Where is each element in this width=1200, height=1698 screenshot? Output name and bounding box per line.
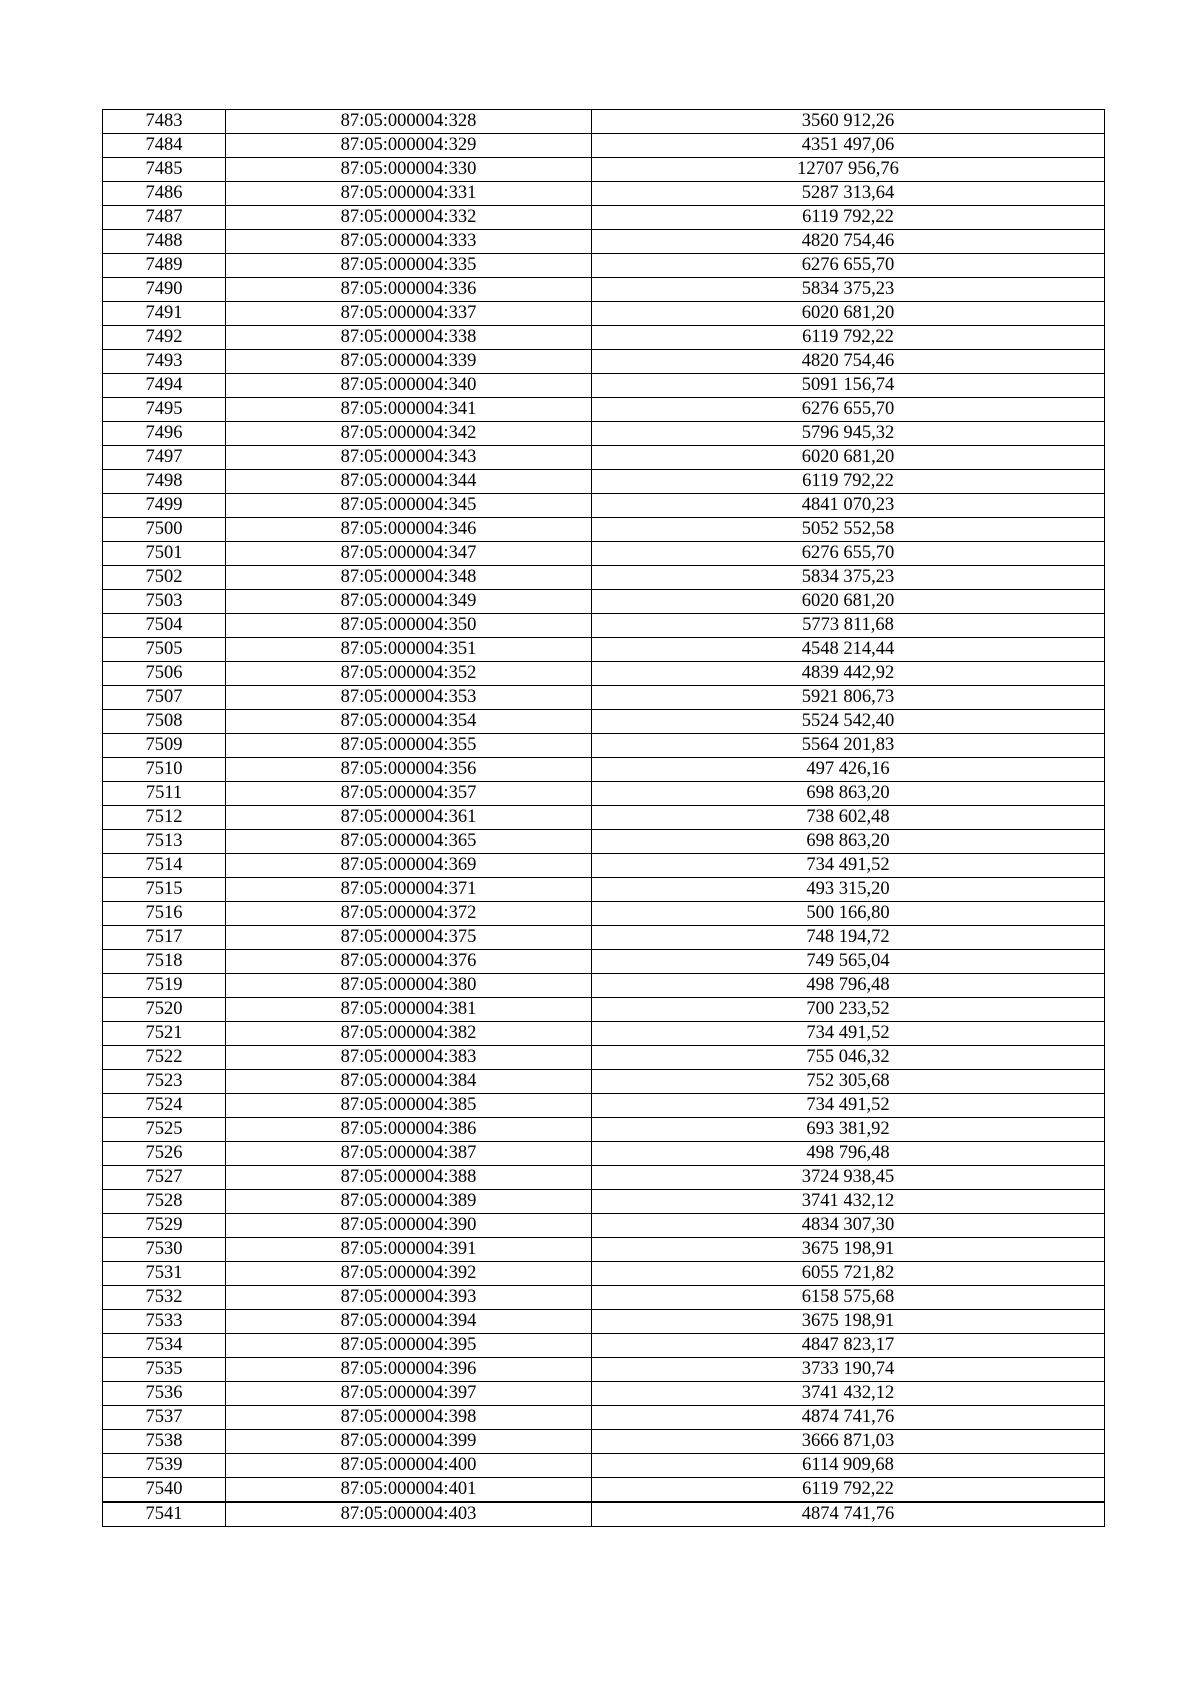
- cadastral-value-cell: 6119 792,22: [592, 326, 1105, 350]
- cadastral-number-cell: 87:05:000004:376: [226, 950, 592, 974]
- row-number-cell: 7499: [103, 494, 226, 518]
- cadastral-value-cell: 6276 655,70: [592, 254, 1105, 278]
- cadastral-value-cell: 738 602,48: [592, 806, 1105, 830]
- row-number-cell: 7490: [103, 278, 226, 302]
- cadastral-number-cell: 87:05:000004:341: [226, 398, 592, 422]
- cadastral-value-cell: 4874 741,76: [592, 1502, 1105, 1527]
- cadastral-number-cell: 87:05:000004:389: [226, 1190, 592, 1214]
- cadastral-number-cell: 87:05:000004:351: [226, 638, 592, 662]
- row-number-cell: 7523: [103, 1070, 226, 1094]
- cadastral-number-cell: 87:05:000004:393: [226, 1286, 592, 1310]
- cadastral-value-cell: 497 426,16: [592, 758, 1105, 782]
- table-row: [103, 1142, 1105, 1166]
- row-number-cell: 7536: [103, 1382, 226, 1406]
- row-number-cell: 7489: [103, 254, 226, 278]
- row-number-cell: 7493: [103, 350, 226, 374]
- row-number-cell: 7483: [103, 110, 226, 134]
- cadastral-number-cell: 87:05:000004:382: [226, 1022, 592, 1046]
- cadastral-number-cell: 87:05:000004:388: [226, 1166, 592, 1190]
- cadastral-value-cell: 748 194,72: [592, 926, 1105, 950]
- row-number-cell: 7525: [103, 1118, 226, 1142]
- row-number-cell: 7500: [103, 518, 226, 542]
- table-row: [103, 206, 1105, 230]
- row-number-cell: 7505: [103, 638, 226, 662]
- cadastral-number-cell: 87:05:000004:392: [226, 1262, 592, 1286]
- row-number-cell: 7488: [103, 230, 226, 254]
- row-number-cell: 7510: [103, 758, 226, 782]
- table-row: [103, 1070, 1105, 1094]
- row-number-cell: 7533: [103, 1310, 226, 1334]
- cadastral-value-cell: 6114 909,68: [592, 1454, 1105, 1478]
- row-number-cell: 7501: [103, 542, 226, 566]
- table-row: [103, 902, 1105, 926]
- row-number-cell: 7517: [103, 926, 226, 950]
- cadastral-number-cell: 87:05:000004:349: [226, 590, 592, 614]
- cadastral-value-cell: 6158 575,68: [592, 1286, 1105, 1310]
- table-row: [103, 1478, 1105, 1503]
- cadastral-value-cell: 3675 198,91: [592, 1310, 1105, 1334]
- cadastral-number-cell: 87:05:000004:381: [226, 998, 592, 1022]
- cadastral-number-cell: 87:05:000004:330: [226, 158, 592, 182]
- cadastral-value-cell: 3560 912,26: [592, 110, 1105, 134]
- cadastral-value-cell: 698 863,20: [592, 830, 1105, 854]
- cadastral-number-cell: 87:05:000004:400: [226, 1454, 592, 1478]
- cadastral-value-cell: 3666 871,03: [592, 1430, 1105, 1454]
- table-row: [103, 806, 1105, 830]
- table-row: [103, 1094, 1105, 1118]
- cadastral-number-cell: 87:05:000004:337: [226, 302, 592, 326]
- cadastral-value-cell: 6276 655,70: [592, 542, 1105, 566]
- cadastral-value-cell: 5052 552,58: [592, 518, 1105, 542]
- cadastral-number-cell: 87:05:000004:369: [226, 854, 592, 878]
- cadastral-number-cell: 87:05:000004:403: [226, 1502, 592, 1527]
- cadastral-number-cell: 87:05:000004:356: [226, 758, 592, 782]
- cadastral-number-cell: 87:05:000004:355: [226, 734, 592, 758]
- cadastral-value-cell: 734 491,52: [592, 1094, 1105, 1118]
- cadastral-value-cell: 734 491,52: [592, 854, 1105, 878]
- row-number-cell: 7502: [103, 566, 226, 590]
- row-number-cell: 7506: [103, 662, 226, 686]
- cadastral-value-cell: 4548 214,44: [592, 638, 1105, 662]
- table-row: [103, 1262, 1105, 1286]
- row-number-cell: 7530: [103, 1238, 226, 1262]
- table-row: [103, 182, 1105, 206]
- cadastral-number-cell: 87:05:000004:401: [226, 1478, 592, 1503]
- table-row: [103, 710, 1105, 734]
- table-row: [103, 1166, 1105, 1190]
- cadastral-number-cell: 87:05:000004:375: [226, 926, 592, 950]
- table-row: [103, 974, 1105, 998]
- row-number-cell: 7509: [103, 734, 226, 758]
- row-number-cell: 7487: [103, 206, 226, 230]
- cadastral-value-cell: 6119 792,22: [592, 470, 1105, 494]
- row-number-cell: 7503: [103, 590, 226, 614]
- row-number-cell: 7514: [103, 854, 226, 878]
- cadastral-number-cell: 87:05:000004:338: [226, 326, 592, 350]
- cadastral-value-cell: 493 315,20: [592, 878, 1105, 902]
- row-number-cell: 7522: [103, 1046, 226, 1070]
- cadastral-number-cell: 87:05:000004:342: [226, 422, 592, 446]
- cadastral-number-cell: 87:05:000004:387: [226, 1142, 592, 1166]
- table-row: [103, 1286, 1105, 1310]
- row-number-cell: 7494: [103, 374, 226, 398]
- cadastral-number-cell: 87:05:000004:339: [226, 350, 592, 374]
- table-row: [103, 734, 1105, 758]
- table-row: [103, 1334, 1105, 1358]
- table-row: [103, 614, 1105, 638]
- cadastral-value-cell: 5834 375,23: [592, 278, 1105, 302]
- row-number-cell: 7534: [103, 1334, 226, 1358]
- cadastral-value-cell: 3724 938,45: [592, 1166, 1105, 1190]
- table-row: [103, 1310, 1105, 1334]
- cadastral-value-cell: 500 166,80: [592, 902, 1105, 926]
- cadastral-value-cell: 5564 201,83: [592, 734, 1105, 758]
- table-row: [103, 470, 1105, 494]
- row-number-cell: 7492: [103, 326, 226, 350]
- cadastral-value-cell: 5796 945,32: [592, 422, 1105, 446]
- table-row: [103, 398, 1105, 422]
- cadastral-number-cell: 87:05:000004:396: [226, 1358, 592, 1382]
- cadastral-value-cell: 693 381,92: [592, 1118, 1105, 1142]
- row-number-cell: 7521: [103, 1022, 226, 1046]
- table-row: [103, 1502, 1105, 1527]
- cadastral-value-cell: 4847 823,17: [592, 1334, 1105, 1358]
- row-number-cell: 7529: [103, 1214, 226, 1238]
- table-row: [103, 134, 1105, 158]
- cadastral-value-cell: 698 863,20: [592, 782, 1105, 806]
- table-row: [103, 1358, 1105, 1382]
- table-row: [103, 446, 1105, 470]
- row-number-cell: 7532: [103, 1286, 226, 1310]
- cadastral-value-cell: 3741 432,12: [592, 1190, 1105, 1214]
- cadastral-number-cell: 87:05:000004:329: [226, 134, 592, 158]
- table-row: [103, 1382, 1105, 1406]
- cadastral-number-cell: 87:05:000004:331: [226, 182, 592, 206]
- table-row: [103, 1406, 1105, 1430]
- table-row: [103, 374, 1105, 398]
- cadastral-number-cell: 87:05:000004:344: [226, 470, 592, 494]
- table-row: [103, 326, 1105, 350]
- cadastral-number-cell: 87:05:000004:350: [226, 614, 592, 638]
- table-row: [103, 422, 1105, 446]
- row-number-cell: 7520: [103, 998, 226, 1022]
- table-row: [103, 566, 1105, 590]
- row-number-cell: 7535: [103, 1358, 226, 1382]
- row-number-cell: 7504: [103, 614, 226, 638]
- table-row: [103, 1454, 1105, 1478]
- row-number-cell: 7524: [103, 1094, 226, 1118]
- cadastral-number-cell: 87:05:000004:371: [226, 878, 592, 902]
- cadastral-value-cell: 6119 792,22: [592, 1478, 1105, 1503]
- row-number-cell: 7491: [103, 302, 226, 326]
- table-row: [103, 254, 1105, 278]
- cadastral-number-cell: 87:05:000004:399: [226, 1430, 592, 1454]
- cadastral-number-cell: 87:05:000004:353: [226, 686, 592, 710]
- cadastral-number-cell: 87:05:000004:397: [226, 1382, 592, 1406]
- table-row: [103, 1022, 1105, 1046]
- table-row: [103, 686, 1105, 710]
- table-row: [103, 1118, 1105, 1142]
- cadastral-number-cell: 87:05:000004:354: [226, 710, 592, 734]
- cadastral-number-cell: 87:05:000004:395: [226, 1334, 592, 1358]
- row-number-cell: 7486: [103, 182, 226, 206]
- cadastral-number-cell: 87:05:000004:340: [226, 374, 592, 398]
- cadastral-value-cell: 6020 681,20: [592, 302, 1105, 326]
- cadastral-value-cell: 749 565,04: [592, 950, 1105, 974]
- cadastral-value-cell: 734 491,52: [592, 1022, 1105, 1046]
- table-row: [103, 1046, 1105, 1070]
- table-row: [103, 1190, 1105, 1214]
- cadastral-number-cell: 87:05:000004:335: [226, 254, 592, 278]
- cadastral-value-cell: 4351 497,06: [592, 134, 1105, 158]
- cadastral-value-cell: 6020 681,20: [592, 590, 1105, 614]
- row-number-cell: 7519: [103, 974, 226, 998]
- cadastral-number-cell: 87:05:000004:343: [226, 446, 592, 470]
- cadastral-value-cell: 700 233,52: [592, 998, 1105, 1022]
- row-number-cell: 7527: [103, 1166, 226, 1190]
- table-row: [103, 1430, 1105, 1454]
- table-row: [103, 518, 1105, 542]
- table-row: [103, 230, 1105, 254]
- table-row: [103, 926, 1105, 950]
- cadastral-number-cell: 87:05:000004:398: [226, 1406, 592, 1430]
- row-number-cell: 7513: [103, 830, 226, 854]
- table-row: [103, 350, 1105, 374]
- cadastral-value-cell: 755 046,32: [592, 1046, 1105, 1070]
- table-row: [103, 278, 1105, 302]
- cadastral-number-cell: 87:05:000004:336: [226, 278, 592, 302]
- table-row: [103, 494, 1105, 518]
- table-row: [103, 1238, 1105, 1262]
- cadastral-value-cell: 4820 754,46: [592, 350, 1105, 374]
- row-number-cell: 7508: [103, 710, 226, 734]
- cadastral-number-cell: 87:05:000004:348: [226, 566, 592, 590]
- cadastral-value-cell: 6276 655,70: [592, 398, 1105, 422]
- cadastral-value-cell: 498 796,48: [592, 974, 1105, 998]
- row-number-cell: 7512: [103, 806, 226, 830]
- cadastral-number-cell: 87:05:000004:391: [226, 1238, 592, 1262]
- row-number-cell: 7484: [103, 134, 226, 158]
- table-row: [103, 782, 1105, 806]
- table-row: [103, 878, 1105, 902]
- row-number-cell: 7515: [103, 878, 226, 902]
- cadastral-value-cell: 3741 432,12: [592, 1382, 1105, 1406]
- cadastral-value-cell: 4820 754,46: [592, 230, 1105, 254]
- table-row: [103, 590, 1105, 614]
- table-row: [103, 854, 1105, 878]
- cadastral-value-cell: 498 796,48: [592, 1142, 1105, 1166]
- row-number-cell: 7495: [103, 398, 226, 422]
- cadastral-value-cell: 3675 198,91: [592, 1238, 1105, 1262]
- cadastral-value-cell: 752 305,68: [592, 1070, 1105, 1094]
- row-number-cell: 7516: [103, 902, 226, 926]
- cadastral-value-cell: 6119 792,22: [592, 206, 1105, 230]
- row-number-cell: 7526: [103, 1142, 226, 1166]
- row-number-cell: 7497: [103, 446, 226, 470]
- row-number-cell: 7541: [103, 1502, 226, 1527]
- table-row: [103, 302, 1105, 326]
- cadastral-value-cell: 4841 070,23: [592, 494, 1105, 518]
- cadastral-number-cell: 87:05:000004:333: [226, 230, 592, 254]
- cadastral-value-cell: 12707 956,76: [592, 158, 1105, 182]
- table-row: [103, 830, 1105, 854]
- row-number-cell: 7540: [103, 1478, 226, 1503]
- row-number-cell: 7538: [103, 1430, 226, 1454]
- cadastral-value-cell: 5091 156,74: [592, 374, 1105, 398]
- cadastral-value-cell: 5524 542,40: [592, 710, 1105, 734]
- row-number-cell: 7498: [103, 470, 226, 494]
- cadastral-number-cell: 87:05:000004:365: [226, 830, 592, 854]
- cadastral-number-cell: 87:05:000004:345: [226, 494, 592, 518]
- cadastral-value-cell: 5287 313,64: [592, 182, 1105, 206]
- cadastral-value-cell: 3733 190,74: [592, 1358, 1105, 1382]
- cadastral-number-cell: 87:05:000004:328: [226, 110, 592, 134]
- cadastral-number-cell: 87:05:000004:332: [226, 206, 592, 230]
- table-row: [103, 110, 1105, 134]
- cadastral-number-cell: 87:05:000004:384: [226, 1070, 592, 1094]
- row-number-cell: 7537: [103, 1406, 226, 1430]
- cadastral-number-cell: 87:05:000004:346: [226, 518, 592, 542]
- cadastral-value-table: [102, 109, 1105, 1527]
- table-row: [103, 998, 1105, 1022]
- cadastral-number-cell: 87:05:000004:390: [226, 1214, 592, 1238]
- cadastral-value-cell: 5773 811,68: [592, 614, 1105, 638]
- cadastral-value-cell: 6055 721,82: [592, 1262, 1105, 1286]
- table-row: [103, 662, 1105, 686]
- row-number-cell: 7539: [103, 1454, 226, 1478]
- row-number-cell: 7496: [103, 422, 226, 446]
- cadastral-value-cell: 4839 442,92: [592, 662, 1105, 686]
- cadastral-value-cell: 4874 741,76: [592, 1406, 1105, 1430]
- cadastral-number-cell: 87:05:000004:357: [226, 782, 592, 806]
- row-number-cell: 7528: [103, 1190, 226, 1214]
- cadastral-number-cell: 87:05:000004:383: [226, 1046, 592, 1070]
- table-row: [103, 1214, 1105, 1238]
- table-row: [103, 758, 1105, 782]
- cadastral-number-cell: 87:05:000004:385: [226, 1094, 592, 1118]
- cadastral-value-cell: 5834 375,23: [592, 566, 1105, 590]
- table-row: [103, 542, 1105, 566]
- cadastral-number-cell: 87:05:000004:380: [226, 974, 592, 998]
- cadastral-number-cell: 87:05:000004:347: [226, 542, 592, 566]
- row-number-cell: 7531: [103, 1262, 226, 1286]
- table-body: [103, 110, 1105, 1527]
- table-row: [103, 158, 1105, 182]
- cadastral-number-cell: 87:05:000004:386: [226, 1118, 592, 1142]
- cadastral-number-cell: 87:05:000004:372: [226, 902, 592, 926]
- cadastral-value-cell: 5921 806,73: [592, 686, 1105, 710]
- row-number-cell: 7485: [103, 158, 226, 182]
- table-row: [103, 950, 1105, 974]
- cadastral-number-cell: 87:05:000004:352: [226, 662, 592, 686]
- cadastral-number-cell: 87:05:000004:361: [226, 806, 592, 830]
- cadastral-number-cell: 87:05:000004:394: [226, 1310, 592, 1334]
- row-number-cell: 7518: [103, 950, 226, 974]
- row-number-cell: 7511: [103, 782, 226, 806]
- cadastral-value-cell: 4834 307,30: [592, 1214, 1105, 1238]
- table-row: [103, 638, 1105, 662]
- cadastral-value-cell: 6020 681,20: [592, 446, 1105, 470]
- row-number-cell: 7507: [103, 686, 226, 710]
